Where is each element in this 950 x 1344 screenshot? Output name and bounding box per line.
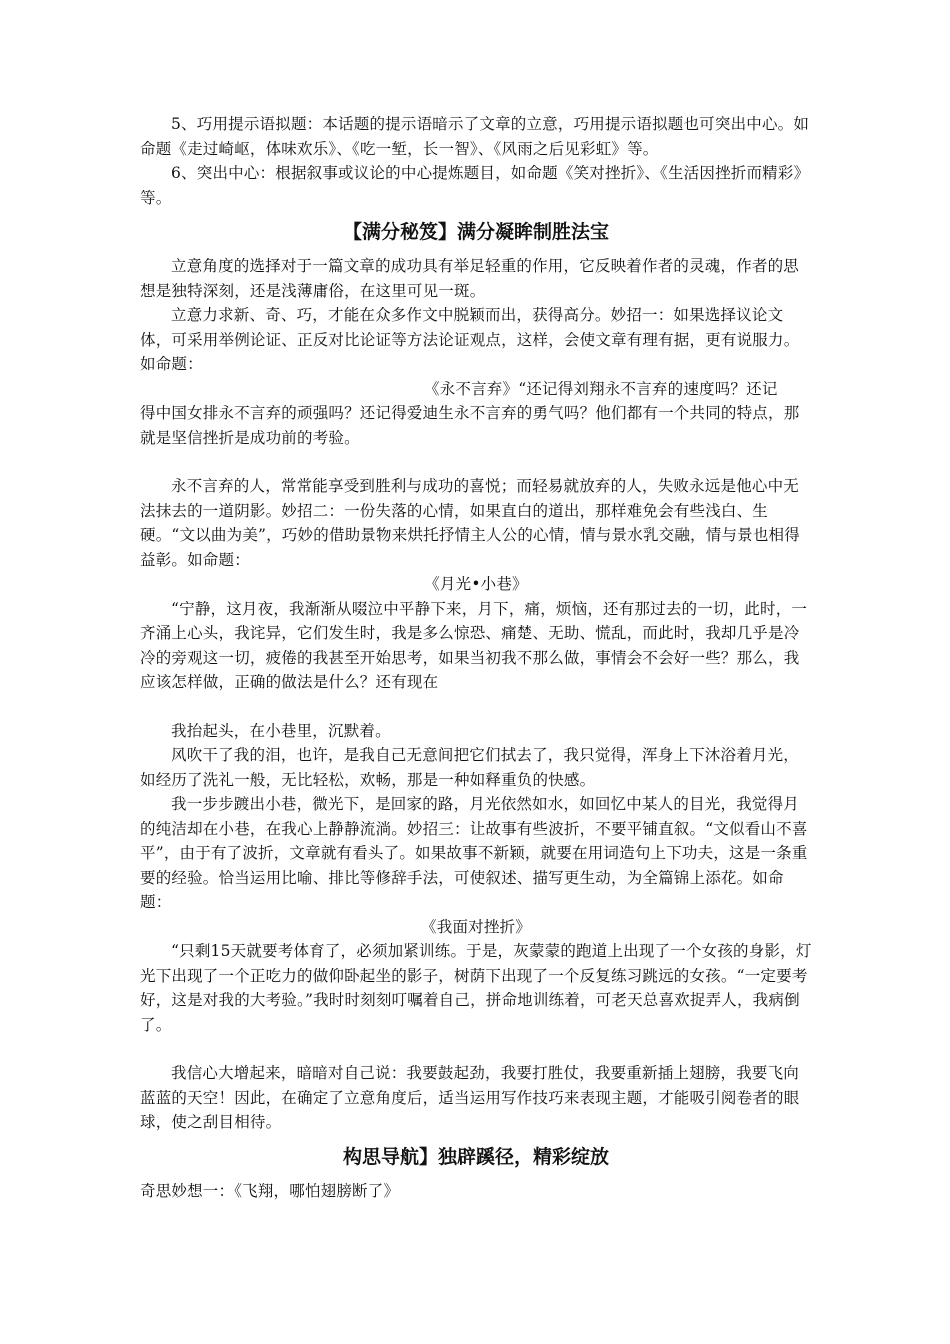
spacer: [140, 695, 812, 719]
spacer: [140, 1037, 812, 1061]
document-body: [140, 112, 812, 1203]
paragraph-trick-1: 立意力求新、奇、巧，才能在众多作文中脱颖而出，获得高分。妙招一：如果选择议论文体，可采用举例论证、正反对比论证等方法论证观点，这样，会使文章有理有据，更有说服力。如命题：: [140, 306, 800, 373]
section-heading-secrets: 【满分秘笈】满分凝眸制胜法宝: [342, 221, 609, 243]
spacer: [140, 450, 812, 474]
paragraph-trick-2: 永不言弃的人，常常能享受到胜利与成功的喜悦；而轻易就放弃的人，失败永远是他心中无法抹去的一道阴影。妙招二：一份失落的心情，如果直白的道出，那样难免会有些浅白、生硬。“文以曲为美”，巧妙的借助景物来烘托抒情主人公的心情，情与景水乳交融，情与景也相得益彰。如命题：: [140, 477, 800, 569]
paragraph-trick-3: 我一步步踱出小巷，微光下，是回家的路，月光依然如水，如回忆中某人的目光，我觉得月的纯洁却在小巷，在我心上静静流淌。妙招三：让故事有些波折，不要平铺直叙。“文似看山不喜平”，由于有了波折，文章就有看头了。如果故事不新颖，就要在用词造句上下功夫，这是一条重要的经验。恰当运用比喻、排比等修辞手法，可使叙述、描写更生动，为全篇锦上添花。如命题：: [140, 795, 808, 911]
excerpt-title-face-setback: 《我面对挫折》: [421, 917, 531, 936]
excerpt-title-moonlight-alley: 《月光•小巷》: [424, 575, 528, 593]
section-heading-navigation: 构思导航】独辟蹊径，精彩绽放: [342, 1145, 609, 1168]
excerpt-moonlight-alley-body: “宁静，这月夜，我渐渐从啜泣中平静下来，月下，痛，烦恼，还有那过去的一切，此时，一齐涌上心头，我诧异，它们发生时，我是多么惊恐、痛楚、无助、慌乱，而此时，我却几乎是冷冷的旁观这一切，疲倦的我甚至开始思考，如果当初我不那么做，事情会不会好一些？那么，我应该怎样做，正确的做法是什么？还有现在: [140, 599, 808, 691]
paragraph-idea-1: 奇思妙想一：《飞翔，哪怕翅膀断了》: [140, 1181, 400, 1200]
paragraph-angle: 立意角度的选择对于一篇文章的成功具有举足轻重的作用，它反映着作者的灵魂，作者的思想是独特深刻，还是浅薄庸俗，在这里可见一斑。: [140, 257, 800, 300]
excerpt-never-give-up-body: 得中国女排永不言弃的顽强吗？还记得爱迪生永不言弃的勇气吗？他们都有一个共同的特点，那就是坚信挫折是成功前的考验。: [140, 404, 800, 447]
paragraph-tip-5: 5、巧用提示语拟题：本话题的提示语暗示了文章的立意，巧用提示语拟题也可突出中心。如命题《走过崎岖，体味欢乐》、《吃一堑，长一智》、《风雨之后见彩虹》等。: [140, 115, 810, 158]
excerpt-face-setback-body: “只剩15天就要考体育了，必须加紧训练。于是，灰蒙蒙的跑道上出现了一个女孩的身影，灯光下出现了一个正吃力的做仰卧起坐的影子，树荫下出现了一个反复练习跳远的女孩。“一定要考好，这是对我的大考验。”我时时刻刻叮嘱着自己，拼命地训练着，可老天总喜欢捉弄人，我病倒了。: [140, 942, 812, 1034]
excerpt-never-give-up-first-line: 《永不言弃》“还记得刘翔永不言弃的速度吗？还记: [424, 379, 778, 398]
paragraph-confidence: 我信心大增起来，暗暗对自己说：我要鼓起劲，我要打胜仗，我要重新插上翅膀，我要飞向蓝蓝的天空！因此，在确定了立意角度后，适当运用写作技巧来表现主题，才能吸引阅卷者的眼球，使之刮目相待。: [140, 1064, 800, 1131]
paragraph-wind: 风吹干了我的泪，也许，是我自己无意间把它们拭去了，我只觉得，浑身上下沐浴着月光，如经历了洗礼一般，无比轻松，欢畅，那是一种如释重负的快感。: [140, 746, 800, 789]
paragraph-raise-head: 我抬起头，在小巷里，沉默着。: [171, 721, 391, 740]
paragraph-tip-6: 6、突出中心：根据叙事或议论的中心提炼题目，如命题《笑对挫折》、《生活因挫折而精彩》等。: [140, 164, 810, 207]
